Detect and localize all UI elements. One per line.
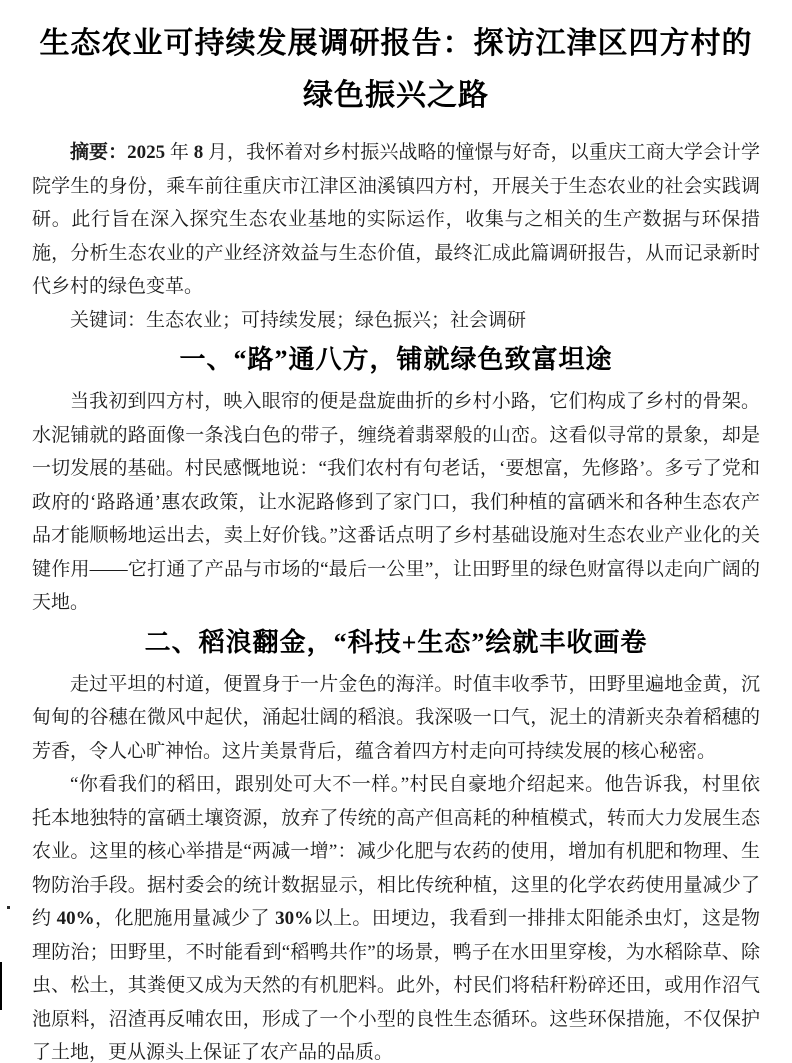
- section-2-paragraph-2: [32, 768, 760, 1063]
- text-segment: 年: [165, 142, 194, 163]
- scan-artifact: [7, 906, 10, 909]
- section-2-paragraph-1: [32, 668, 760, 769]
- keywords-line: [32, 304, 760, 338]
- bold-text-segment: 2025: [127, 142, 166, 163]
- scan-artifact: [0, 962, 2, 1010]
- abstract-paragraph: [32, 136, 760, 304]
- bold-text-segment: 摘要：: [70, 142, 128, 163]
- section-1-paragraph: [32, 385, 760, 620]
- bold-text-segment: 40%: [56, 908, 95, 929]
- text-segment: 当我初到四方村，映入眼帘的便是盘旋曲折的乡村小路，它们构成了乡村的骨架。水泥铺就的路面像一条浅白色的带子，缠绕着翡翠般的山峦。这看似寻常的景象，却是一切发展的基础。村民感慨地说：“我们农村有句老话，‘要想富，先修路’。多亏了党和政府的‘路路通’惠农政策，让水泥路修到了家门口，我们种植的富硒米和各种生态农产品才能顺畅地运出去，卖上好价钱。”这番话点明了乡村基础设施对生态农业产业化的关键作用——它打通了产品与市场的“最后一公里”，让田野里的绿色财富得以走向广阔的天地。: [32, 391, 760, 613]
- text-segment: 以上。田埂边，我看到一排排太阳能杀虫灯，这是物理防治；田野里，不时能看到“稻鸭共作”的场景，鸭子在水田里穿梭，为水稻除草、除虫、松土，其粪便又成为天然的有机肥料。此外，村民们将秸秆粉碎还田，或用作沼气池原料，沼渣再反哺农田，形成了一个小型的良性生态循环。这些环保措施，不仅保护了土地，更从源头上保证了农产品的品质。: [32, 908, 760, 1063]
- text-segment: ，化肥施用量减少了: [94, 908, 276, 929]
- bold-text-segment: 30%: [275, 908, 314, 929]
- text-segment: “你看我们的稻田，跟别处可大不一样。”村民自豪地介绍起来。他告诉我，村里依托本地独特的富硒土壤资源，放弃了传统的高产但高耗的种植模式，转而大力发展生态农业。这里的核心举措是“两减一增”：减少化肥与农药的使用，增加有机肥和物理、生物防治手段。据村委会的统计数据显示，相比传统种植，这里的化学农药使用量减少了约: [32, 774, 760, 929]
- text-segment: 月，我怀着对乡村振兴战略的憧憬与好奇，以重庆工商大学会计学院学生的身份，乘车前往重庆市江津区油溪镇四方村，开展关于生态农业的社会实践调研。此行旨在深入探究生态农业基地的实际运作，收集与之相关的生产数据与环保措施，分析生态农业的产业经济效益与生态价值，最终汇成此篇调研报告，从而记录新时代乡村的绿色变革。: [32, 142, 760, 297]
- section-1-heading: 一、“路”通八方，铺就绿色致富坦途: [179, 345, 613, 374]
- text-segment: 走过平坦的村道，便置身于一片金色的海洋。时值丰收季节，田野里遍地金黄，沉甸甸的谷穗在微风中起伏，涌起壮阔的稻浪。我深吸一口气，泥土的清新夹杂着稻穗的芳香，令人心旷神怡。这片美景背后，蕴含着四方村走向可持续发展的核心秘密。: [32, 673, 760, 762]
- text-segment: 关键词：生态农业；可持续发展；绿色振兴；社会调研: [70, 309, 527, 331]
- bold-text-segment: 8: [193, 142, 204, 163]
- document-title: 生态农业可持续发展调研报告：探访江津区四方村的绿色振兴之路: [39, 27, 753, 112]
- section-2-heading: 二、稻浪翻金，“科技+生态”绘就丰收画卷: [144, 627, 648, 657]
